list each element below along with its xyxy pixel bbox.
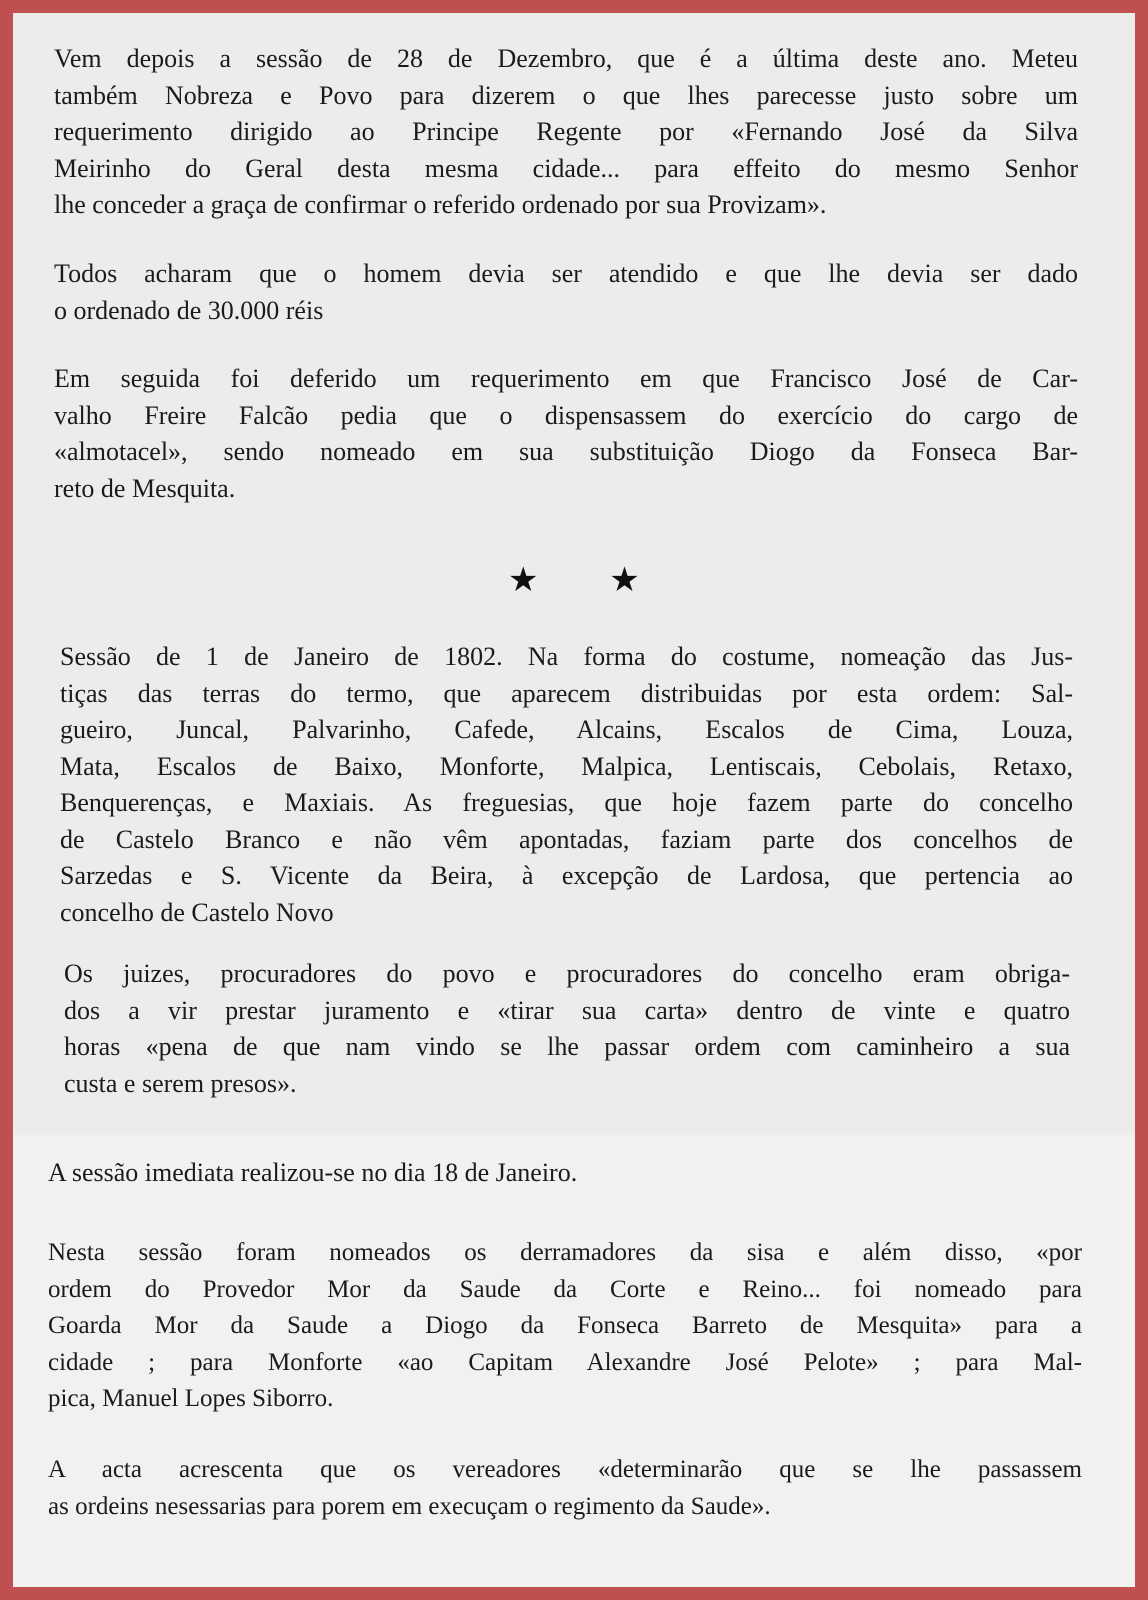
text-line: lhe conceder a graça de confirmar o referido ordenado por sua Provizam». [54,190,827,219]
text-line: também Nobreza e Povo para dizerem o que lhes parecesse justo sobre um [54,80,1078,110]
paragraph-almotacel [54,361,1078,507]
text-line: cidade ; para Monforte «ao Capitam Alexandre José Pelote» ; para Mal- [48,1348,1082,1376]
text-line: o ordenado de 30.000 réis [54,295,324,325]
text-line: horas «pena de que nam vindo se lhe passar ordem com caminheiro a sua [64,1032,1070,1061]
text-line: Os juizes, procuradores do povo e procuradores do concelho eram obriga- [64,959,1070,988]
paragraph-derramadores [48,1235,1082,1418]
paragraph-immediate-session [48,1155,1082,1192]
text-line: Meirinho do Geral desta mesma cidade... para effeito do mesmo Senhor [54,153,1078,183]
text-line: requerimento dirigido ao Principe Regente por «Fernando José da Silva [54,117,1078,146]
paragraph-december-session [54,41,1078,224]
text-line: Nesta sessão foram nomeados os derramadores da sisa e além disso, «por [48,1239,1082,1266]
text-line: A acta acrescenta que os vereadores «determinarão que se lhe passassem [48,1456,1082,1483]
text-line: Sessão de 1 de Janeiro de 1802. Na forma do costume, nomeação das Jus- [60,642,1073,671]
text-line: valho Freire Falcão pedia que o dispensassem do exercício do cargo de [54,400,1078,430]
text-line: Sarzedas e S. Vicente da Beira, à excepção de Lardosa, que pertencia ao [60,861,1073,890]
paragraph-juizes [64,956,1070,1102]
text-line: concelho de Castelo Novo [60,897,334,927]
text-line: Todos acharam que o homem devia ser atendido e que lhe devia ser dado [54,259,1078,288]
text-line: de Castelo Branco e não vêm apontadas, faziam parte dos concelhos de [60,824,1073,854]
text-line: Benquerenças, e Maxiais. As freguesias, que hoje fazem parte do concelho [60,788,1073,817]
text-line: Goarda Mor da Saude a Diogo da Fonseca Barreto de Mesquita» para a [48,1312,1082,1339]
text-line: ordem do Provedor Mor da Saude da Corte e Reino... foi nomeado para [48,1275,1082,1303]
text-line: A sessão imediata realizou-se no dia 18 de Janeiro. [48,1158,578,1187]
text-line: custa e serem presos». [64,1068,297,1098]
paragraph-january-session [60,639,1073,931]
text-line: Em seguida foi deferido um requerimento em que Francisco José de Car- [54,364,1078,393]
paragraph-acta [48,1452,1082,1525]
section-separator-stars: ★ ★ [508,560,670,600]
text-line: dos a vir prestar juramento e «tirar sua carta» dentro de vinte e quatro [64,995,1070,1025]
text-line: as ordeins nesessarias para porem em execuçam o regimento da Saude». [48,1492,771,1520]
text-line: pica, Manuel Lopes Siborro. [48,1385,334,1412]
text-line: Vem depois a sessão de 28 de Dezembro, que é a última deste ano. Meteu [54,44,1078,73]
text-line: tiças das terras do termo, que aparecem distribuidas por esta ordem: Sal- [60,678,1073,708]
paragraph-ordenado [54,256,1078,329]
text-line: «almotacel», sendo nomeado em sua substituição Diogo da Fonseca Bar- [54,437,1078,466]
text-line: reto de Mesquita. [54,473,236,503]
text-line: gueiro, Juncal, Palvarinho, Cafede, Alcains, Escalos de Cima, Louza, [60,715,1073,744]
text-line: Mata, Escalos de Baixo, Monforte, Malpica, Lentiscais, Cebolais, Retaxo, [60,751,1073,781]
